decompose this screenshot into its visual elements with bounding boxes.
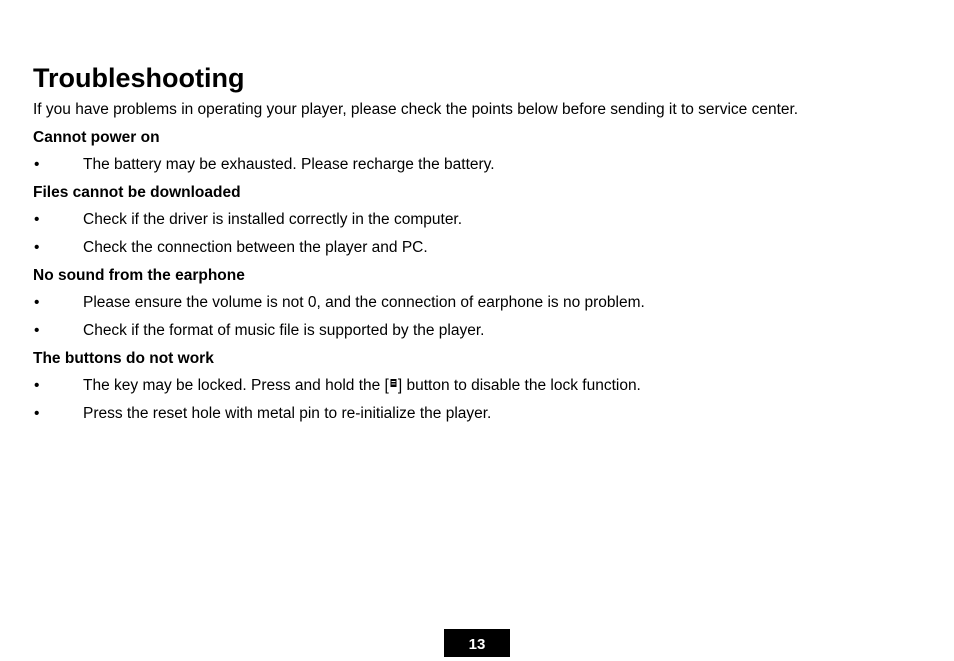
list-item-text: Check if the driver is installed correctly in the computer. bbox=[83, 211, 463, 228]
list-item-text: Please ensure the volume is not 0, and the connection of earphone is no problem. bbox=[83, 294, 645, 311]
list-item-text: Check the connection between the player and PC. bbox=[83, 239, 428, 256]
section-heading: The buttons do not work bbox=[33, 350, 214, 367]
bullet-icon: • bbox=[34, 239, 40, 256]
list-item bbox=[33, 155, 923, 183]
list-item bbox=[33, 293, 923, 321]
page-title: Troubleshooting bbox=[33, 63, 245, 93]
section-heading: Files cannot be downloaded bbox=[33, 184, 241, 201]
list-item-text: The battery may be exhausted. Please recharge the battery. bbox=[83, 156, 495, 173]
list-item bbox=[33, 210, 923, 238]
list-item bbox=[33, 376, 923, 404]
bullet-icon: • bbox=[34, 322, 40, 339]
section-files-cannot-be-downloaded bbox=[33, 183, 923, 266]
list-item-text: Check if the format of music file is supported by the player. bbox=[83, 322, 485, 339]
bullet-icon: • bbox=[34, 211, 40, 228]
list-item bbox=[33, 238, 923, 266]
section-no-sound-from-earphone bbox=[33, 266, 923, 349]
section-buttons-do-not-work bbox=[33, 349, 923, 432]
bullet-icon: • bbox=[34, 405, 40, 422]
list-item-text-before-icon: The key may be locked. Press and hold the [ bbox=[83, 377, 389, 395]
document-page bbox=[33, 62, 923, 432]
list-item-text-after-icon: ] button to disable the lock function. bbox=[397, 377, 641, 395]
list-item bbox=[33, 321, 923, 349]
section-heading: No sound from the earphone bbox=[33, 267, 245, 284]
intro-paragraph: If you have problems in operating your player, please check the points below before sending it to service center. bbox=[33, 101, 799, 118]
list-item bbox=[33, 404, 923, 432]
section-cannot-power-on bbox=[33, 128, 923, 183]
list-item-text: Press the reset hole with metal pin to re-initialize the player. bbox=[83, 405, 492, 422]
bullet-icon: • bbox=[34, 294, 40, 311]
section-heading: Cannot power on bbox=[33, 129, 160, 146]
page-number: 13 bbox=[444, 629, 510, 657]
list-item-text bbox=[83, 376, 641, 396]
bullet-icon: • bbox=[34, 377, 40, 394]
bullet-icon: • bbox=[34, 156, 40, 173]
lock-button-icon bbox=[390, 375, 397, 395]
